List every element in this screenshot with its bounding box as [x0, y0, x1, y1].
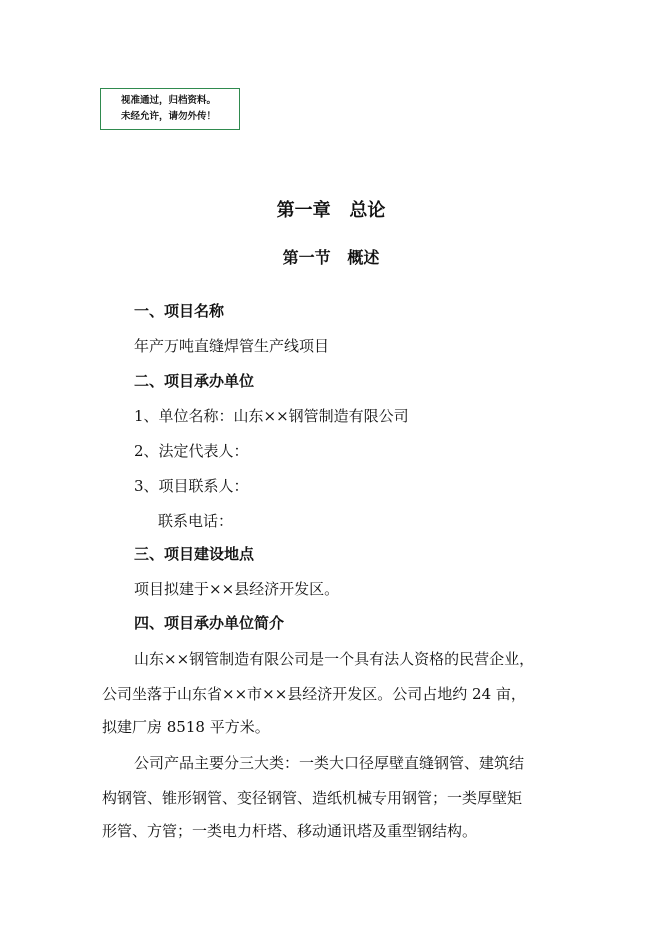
archive-stamp: [100, 88, 240, 130]
sponsor-item-2: 2、法定代表人：: [134, 442, 249, 460]
sponsor-phone: 联系电话：: [158, 512, 234, 530]
heading-sponsor: 二、项目承办单位: [134, 372, 255, 390]
intro-para2-line2: 构钢管、锥形钢管、变径钢管、造纸机械专用钢管；一类厚壁矩: [102, 789, 523, 807]
intro-para2-line3: 形管、方管；一类电力杆塔、移动通讯塔及重型钢结构。: [102, 822, 478, 840]
intro-para2-line1: 公司产品主要分三大类：一类大口径厚壁直缝钢管、建筑结: [134, 754, 525, 772]
project-name-text: 年产万吨直缝焊管生产线项目: [134, 337, 330, 355]
stamp-line-1: 视准通过，归档资料。: [121, 95, 217, 106]
heading-project-name: 一、项目名称: [134, 302, 225, 320]
intro-para1-line3: 拟建厂房 8518 平方米。: [102, 718, 270, 736]
heading-location: 三、项目建设地点: [134, 545, 255, 563]
sponsor-item-1: 1、单位名称：山东××钢管制造有限公司: [134, 407, 409, 425]
location-text: 项目拟建于××县经济开发区。: [134, 580, 340, 598]
section-title: 第一节 概述: [282, 248, 380, 267]
chapter-title: 第一章 总论: [276, 200, 386, 221]
heading-sponsor-intro: 四、项目承办单位简介: [134, 614, 285, 632]
intro-para1-line1: 山东××钢管制造有限公司是一个具有法人资格的民营企业，: [134, 650, 535, 668]
sponsor-item-3: 3、项目联系人：: [134, 477, 249, 495]
intro-para1-line2: 公司坐落于山东省××市××县经济开发区。公司占地约 24 亩，: [102, 685, 526, 703]
stamp-line-2: 未经允许，请勿外传！: [121, 111, 217, 122]
